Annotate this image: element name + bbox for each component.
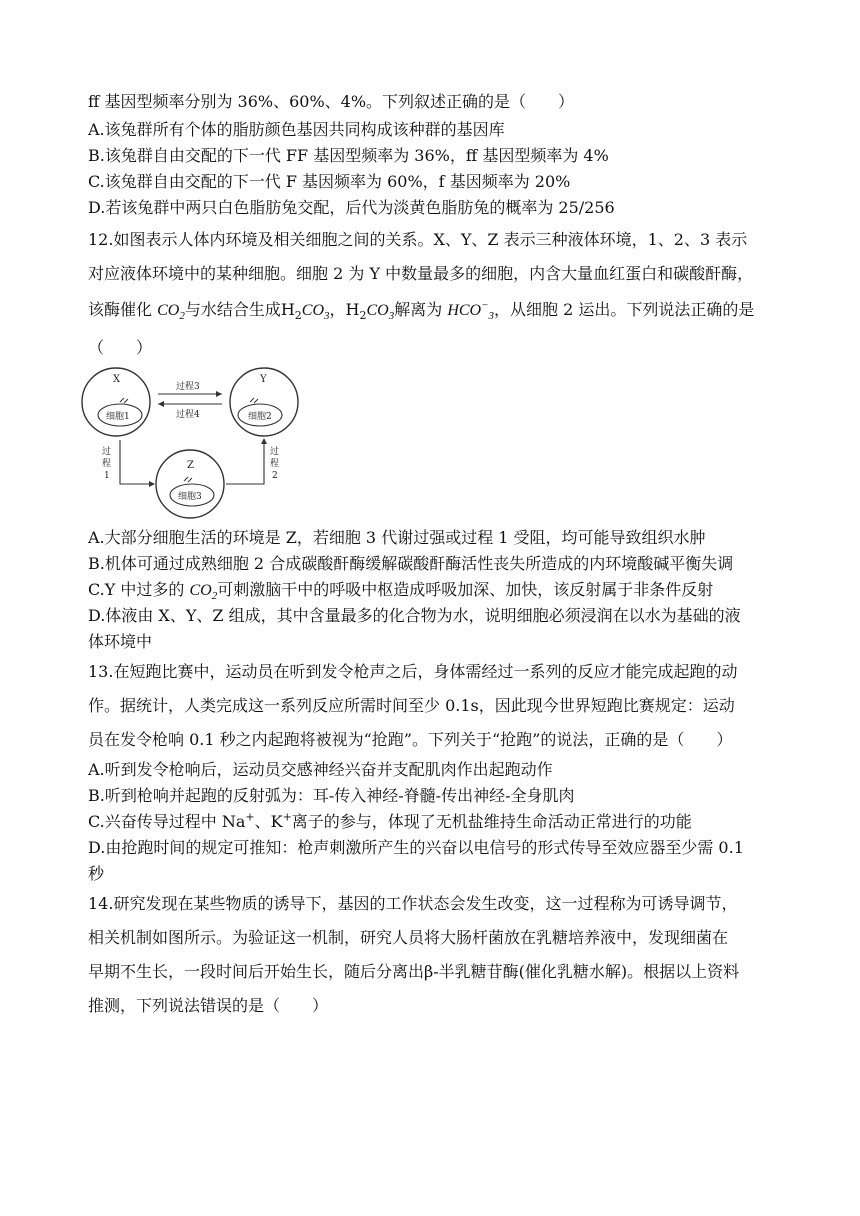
process1-arrowhead-icon bbox=[149, 481, 155, 487]
process3-arrowhead-icon bbox=[216, 391, 222, 397]
process2-arrow bbox=[226, 442, 264, 484]
body-fluid-diagram bbox=[80, 362, 300, 522]
cell2-label: 细胞2 bbox=[248, 412, 272, 422]
diagram-svg bbox=[80, 362, 300, 522]
x-label: X bbox=[113, 374, 121, 385]
q12-stem-line4: （ ） bbox=[88, 338, 153, 357]
q13-option-a: A.听到发令枪响后，运动员交感神经兴奋并支配肌肉作出起跑动作 bbox=[88, 760, 553, 779]
co2-subscript: 2 bbox=[179, 310, 185, 323]
q12-option-b: B.机体可通过成熟细胞 2 合成碳酸酐酶缓解碳酸酐酶活性丧失所造成的内环境酸碱平衡失调 bbox=[88, 554, 734, 573]
process1-arrow bbox=[120, 440, 152, 484]
process2-label-1: 过 bbox=[270, 447, 280, 457]
q12-stem-line3 bbox=[88, 300, 788, 321]
q14-stem-line1: 14.研究发现在某些物质的诱导下，基因的工作状态会发生改变，这一过程称为可诱导调节， bbox=[88, 894, 738, 913]
q13-option-c bbox=[88, 812, 788, 832]
co2-text: CO bbox=[189, 582, 212, 599]
q12-stem-line2: 对应液体环境中的某种细胞。细胞 2 为 Y 中数量最多的细胞，内含大量血红蛋白和碳酸酐酶， bbox=[88, 264, 754, 283]
na-charge: + bbox=[245, 810, 255, 824]
q12-option-c-text: C.Y 中过多的 bbox=[88, 580, 190, 599]
q11-option-b: B.该兔群自由交配的下一代 FF 基因型频率为 36%，ff 基因型频率为 4% bbox=[88, 146, 609, 165]
process3-label: 过程3 bbox=[176, 382, 200, 392]
q12-text: 与水结合生成H bbox=[184, 300, 295, 319]
q13-option-c-text: C.兴奋传导过程中 Na bbox=[88, 812, 246, 831]
co3-subscript: 3 bbox=[324, 310, 330, 323]
hco3-subscript: 3 bbox=[488, 310, 495, 323]
q13-option-c-text: 离子的参与，体现了无机盐维持生命活动正常进行的功能 bbox=[291, 812, 692, 831]
y-label: Y bbox=[260, 374, 267, 385]
q11-option-c: C.该兔群自由交配的下一代 F 基因频率为 60%，f 基因频率为 20% bbox=[88, 172, 571, 191]
cell3-marker-icon bbox=[184, 477, 192, 482]
hco3-formula bbox=[447, 299, 495, 323]
process2-arrowhead-icon bbox=[261, 438, 267, 444]
cell3-label: 细胞3 bbox=[178, 492, 202, 502]
h2-subscript: 2 bbox=[294, 309, 302, 323]
q12-option-d-line2: 体环境中 bbox=[88, 632, 153, 651]
co3-text: CO bbox=[366, 302, 389, 319]
q14-stem-line4: 推测，下列说法错误的是（ ） bbox=[88, 996, 329, 1015]
process1-label-1: 过 bbox=[102, 447, 112, 457]
q13-option-d-line2: 秒 bbox=[88, 864, 105, 883]
q12-option-c bbox=[88, 580, 788, 601]
co2-text: CO bbox=[157, 302, 180, 319]
q12-text: ，从细胞 2 运出。下列说法正确的是 bbox=[494, 300, 755, 319]
q13-option-b: B.听到枪响并起跑的反射弧为：耳-传入神经-脊髓-传出神经-全身肌肉 bbox=[88, 786, 575, 805]
process2-label-2: 程 bbox=[270, 459, 280, 469]
process4-arrowhead-icon bbox=[158, 401, 164, 407]
q13-stem-line3: 员在发令枪响 0.1 秒之内起跑将被视为“抢跑”。下列关于“抢跑”的说法，正确的是（ ） bbox=[88, 730, 733, 749]
h2-subscript: 2 bbox=[359, 309, 367, 323]
z-label: Z bbox=[187, 460, 194, 471]
cell2-marker-icon bbox=[250, 398, 258, 403]
co3-subscript: 3 bbox=[388, 310, 395, 323]
q12-text: ，H bbox=[329, 300, 360, 319]
cell1-marker-icon bbox=[120, 398, 128, 403]
q13-stem-line2: 作。据统计，人类完成这一系列反应所需时间至少 0.1s，因此现今世界短跑比赛规定：运动 bbox=[88, 696, 735, 715]
co3-text: CO bbox=[301, 302, 325, 319]
q14-stem-line2: 相关机制如图所示。为验证这一机制，研究人员将大肠杆菌放在乳糖培养液中，发现细菌在 bbox=[88, 928, 729, 947]
q14-stem-line3: 早期不生长，一段时间后开始生长，随后分离出β-半乳糖苷酶(催化乳糖水解)。根据以上资料 bbox=[88, 962, 740, 981]
co3-formula bbox=[301, 302, 330, 323]
hco3-superscript: − bbox=[481, 299, 489, 312]
q11-option-a: A.该兔群所有个体的脂肪颜色基因共同构成该种群的基因库 bbox=[88, 120, 505, 139]
k-charge: + bbox=[282, 810, 292, 824]
process2-label-3: 2 bbox=[272, 471, 278, 481]
q12-text: 该酶催化 bbox=[88, 300, 158, 319]
q11-stem: ff 基因型频率分别为 36%、60%、4%。下列叙述正确的是（ ） bbox=[88, 92, 575, 111]
process4-label: 过程4 bbox=[176, 410, 200, 420]
q13-option-d-line1: D.由抢跑时间的规定可推知：枪声刺激所产生的兴奋以电信号的形式传导至效应器至少需 0.1 bbox=[88, 838, 744, 857]
process1-label-3: 1 bbox=[104, 471, 110, 481]
q11-option-d: D.若该兔群中两只白色脂肪兔交配，后代为淡黄色脂肪兔的概率为 25/256 bbox=[88, 198, 615, 217]
co2-formula bbox=[189, 582, 218, 603]
process1-label-2: 程 bbox=[102, 459, 112, 469]
q12-option-d-line1: D.体液由 X、Y、Z 组成，其中含量最多的化合物为水，说明细胞必须浸润在以水为基础的液 bbox=[88, 606, 741, 625]
co3-formula bbox=[366, 302, 395, 323]
q13-option-c-text: 、K bbox=[254, 812, 283, 831]
q13-stem-line1: 13.在短跑比赛中，运动员在听到发令枪声之后，身体需经过一系列的反应才能完成起跑的动 bbox=[88, 662, 738, 681]
q12-option-c-text: 可刺激脑干中的呼吸中枢造成呼吸加深、加快，该反射属于非条件反射 bbox=[217, 580, 714, 599]
co2-subscript: 2 bbox=[211, 590, 218, 603]
q12-option-a: A.大部分细胞生活的环境是 Z，若细胞 3 代谢过强或过程 1 受阻，均可能导致组织水肿 bbox=[88, 528, 706, 547]
co2-formula bbox=[157, 302, 185, 323]
q12-text: 解离为 bbox=[394, 300, 448, 319]
q12-stem-line1: 12.如图表示人体内环境及相关细胞之间的关系。X、Y、Z 表示三种液体环境，1、2、3 表示 bbox=[88, 230, 748, 249]
hco3-text: HCO bbox=[447, 302, 482, 319]
cell1-label: 细胞1 bbox=[106, 412, 130, 422]
